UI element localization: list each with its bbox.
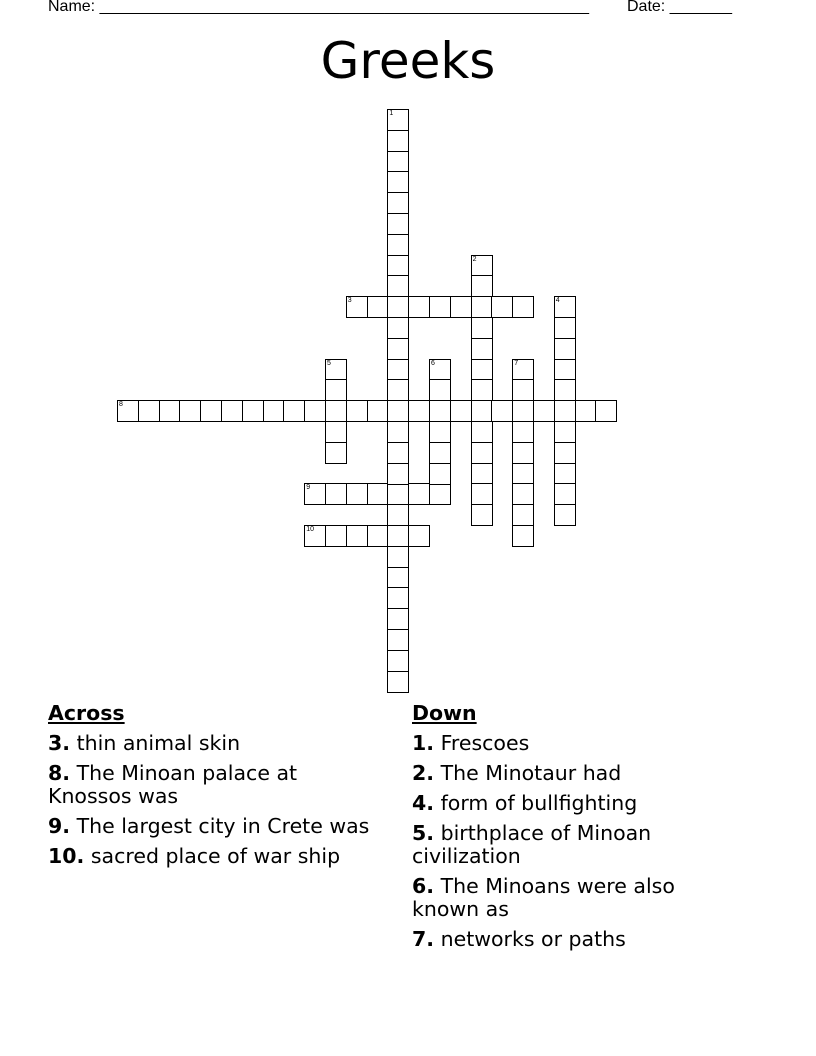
- crossword-cell[interactable]: [387, 463, 409, 485]
- crossword-cell[interactable]: [512, 442, 534, 464]
- clue-number: 1.: [412, 731, 435, 755]
- across-clue: [48, 845, 378, 868]
- crossword-cell[interactable]: [471, 296, 493, 318]
- crossword-cell[interactable]: [159, 400, 181, 422]
- crossword-cell[interactable]: [471, 400, 493, 422]
- crossword-cell[interactable]: [471, 275, 493, 297]
- crossword-cell[interactable]: [491, 296, 513, 318]
- crossword-cell[interactable]: [387, 171, 409, 193]
- clue-number: 5.: [412, 821, 435, 845]
- clue-number: 4.: [412, 791, 435, 815]
- crossword-cell[interactable]: [117, 400, 139, 422]
- clue-text: sacred place of war ship: [90, 844, 341, 868]
- crossword-cell[interactable]: [554, 463, 576, 485]
- crossword-cell[interactable]: [387, 629, 409, 651]
- clue-number: 7.: [412, 927, 435, 951]
- crossword-cell[interactable]: [554, 504, 576, 526]
- cell-number: 3: [347, 297, 352, 305]
- down-clue: [412, 822, 742, 868]
- crossword-cell[interactable]: [554, 379, 576, 401]
- crossword-cell[interactable]: [304, 525, 326, 547]
- crossword-cell[interactable]: [512, 504, 534, 526]
- crossword-cell[interactable]: [304, 483, 326, 505]
- crossword-cell[interactable]: [325, 359, 347, 381]
- clue-number: 8.: [48, 761, 71, 785]
- cell-number: 1: [389, 110, 394, 117]
- crossword-cell[interactable]: [387, 567, 409, 589]
- crossword-cell[interactable]: [429, 379, 451, 401]
- across-clue: [48, 815, 378, 838]
- clue-text: Frescoes: [440, 731, 530, 755]
- crossword-cell[interactable]: [138, 400, 160, 422]
- crossword-cell[interactable]: [179, 400, 201, 422]
- crossword-cell[interactable]: [367, 483, 389, 505]
- crossword-cell[interactable]: [429, 296, 451, 318]
- crossword-cell[interactable]: [575, 400, 597, 422]
- page-title: Greeks: [320, 32, 496, 90]
- crossword-cell[interactable]: [387, 234, 409, 256]
- crossword-cell[interactable]: [221, 400, 243, 422]
- crossword-cell[interactable]: [367, 400, 389, 422]
- crossword-cell[interactable]: [595, 400, 617, 422]
- crossword-cell[interactable]: [512, 400, 534, 422]
- cell-number: 9: [306, 484, 311, 492]
- crossword-cell[interactable]: [554, 359, 576, 381]
- crossword-cell[interactable]: [471, 421, 493, 443]
- crossword-cell[interactable]: [450, 400, 472, 422]
- crossword-cell[interactable]: [429, 400, 451, 422]
- clue-text: The Minoan palace at Knossos was: [48, 761, 298, 808]
- crossword-cell[interactable]: [429, 463, 451, 485]
- cell-number: 6: [431, 359, 435, 367]
- crossword-cell[interactable]: [554, 338, 576, 360]
- crossword-cell[interactable]: [263, 400, 285, 422]
- crossword-cell[interactable]: [450, 296, 472, 318]
- crossword-cell[interactable]: [554, 442, 576, 464]
- crossword-cell[interactable]: [554, 483, 576, 505]
- down-heading: Down: [412, 701, 477, 725]
- crossword-cell[interactable]: [387, 546, 409, 568]
- crossword-cell[interactable]: [346, 525, 368, 547]
- down-clue: [412, 875, 742, 921]
- crossword-cell[interactable]: [387, 379, 409, 401]
- crossword-cell[interactable]: [387, 483, 409, 505]
- crossword-cell[interactable]: [387, 421, 409, 443]
- crossword-cell[interactable]: [367, 296, 389, 318]
- crossword-cell[interactable]: [387, 338, 409, 360]
- crossword-cell[interactable]: [491, 400, 513, 422]
- clue-text: The largest city in Crete was: [76, 814, 370, 838]
- crossword-cell[interactable]: [471, 255, 493, 277]
- crossword-cell[interactable]: [408, 400, 430, 422]
- down-clues: [412, 702, 742, 958]
- crossword-cell[interactable]: [471, 317, 493, 339]
- cell-number: 7: [514, 359, 519, 367]
- crossword-cell[interactable]: [554, 421, 576, 443]
- crossword-cell[interactable]: [325, 379, 347, 401]
- cell-number: 4: [555, 297, 560, 305]
- clue-number: 9.: [48, 814, 71, 838]
- crossword-cell[interactable]: [387, 650, 409, 672]
- cell-number: 2: [472, 255, 477, 263]
- down-clue: [412, 928, 742, 951]
- crossword-cell[interactable]: [325, 442, 347, 464]
- clue-text: networks or paths: [440, 927, 626, 951]
- clue-number: 6.: [412, 874, 435, 898]
- crossword-cell[interactable]: [554, 317, 576, 339]
- crossword-cell[interactable]: [387, 317, 409, 339]
- cell-number: 10: [306, 526, 314, 533]
- across-heading: Across: [48, 701, 125, 725]
- crossword-cell[interactable]: [533, 400, 555, 422]
- crossword-cell[interactable]: [387, 151, 409, 173]
- crossword-cell[interactable]: [387, 296, 409, 318]
- crossword-cell[interactable]: [512, 359, 534, 381]
- crossword-cell[interactable]: [408, 525, 430, 547]
- crossword-cell[interactable]: [387, 359, 409, 381]
- across-clue: [48, 732, 378, 755]
- crossword-cell[interactable]: [512, 525, 534, 547]
- crossword-cell[interactable]: [283, 400, 305, 422]
- crossword-cell[interactable]: [387, 213, 409, 235]
- crossword-cell[interactable]: [325, 421, 347, 443]
- crossword-cell[interactable]: [387, 192, 409, 214]
- across-clue: [48, 762, 378, 808]
- crossword-cell[interactable]: [554, 400, 576, 422]
- across-clues: [48, 702, 378, 875]
- crossword-cell[interactable]: [408, 296, 430, 318]
- crossword-cell[interactable]: [346, 296, 368, 318]
- crossword-cell[interactable]: [512, 379, 534, 401]
- crossword-cell[interactable]: [367, 525, 389, 547]
- clue-text: form of bullfighting: [440, 791, 638, 815]
- crossword-cell[interactable]: [304, 400, 326, 422]
- crossword-cell[interactable]: [471, 442, 493, 464]
- crossword-cell[interactable]: [242, 400, 264, 422]
- crossword-cell[interactable]: [471, 463, 493, 485]
- clue-number: 2.: [412, 761, 435, 785]
- clue-number: 3.: [48, 731, 71, 755]
- crossword-cell[interactable]: [387, 442, 409, 464]
- crossword-cell[interactable]: [200, 400, 222, 422]
- crossword-cell[interactable]: [512, 463, 534, 485]
- clue-text: The Minotaur had: [440, 761, 622, 785]
- crossword-cell[interactable]: [387, 525, 409, 547]
- down-clue: [412, 732, 742, 755]
- crossword-cell[interactable]: [408, 483, 430, 505]
- crossword-cell[interactable]: [471, 338, 493, 360]
- crossword-cell[interactable]: [471, 483, 493, 505]
- crossword-cell[interactable]: [387, 504, 409, 526]
- name-field-label: Name: _______________________________________________________: [48, 0, 589, 15]
- crossword-cell[interactable]: [429, 421, 451, 443]
- crossword-cell[interactable]: [471, 504, 493, 526]
- crossword-cell[interactable]: [429, 483, 451, 505]
- clue-text: The Minoans were also known as: [412, 874, 675, 921]
- clue-text: birthplace of Minoan civilization: [412, 821, 652, 868]
- crossword-cell[interactable]: [471, 379, 493, 401]
- crossword-cell[interactable]: [346, 483, 368, 505]
- crossword-cell[interactable]: [325, 400, 347, 422]
- crossword-cell[interactable]: [325, 525, 347, 547]
- crossword-cell[interactable]: [429, 442, 451, 464]
- crossword-cell[interactable]: [387, 275, 409, 297]
- crossword-cell[interactable]: [387, 587, 409, 609]
- clue-number: 10.: [48, 844, 85, 868]
- down-clue: [412, 762, 742, 785]
- crossword-cell[interactable]: [512, 421, 534, 443]
- crossword-cell[interactable]: [325, 483, 347, 505]
- crossword-cell[interactable]: [554, 296, 576, 318]
- crossword-cell[interactable]: [346, 400, 368, 422]
- crossword-cell[interactable]: [387, 671, 409, 693]
- crossword-cell[interactable]: [387, 608, 409, 630]
- crossword-cell[interactable]: [512, 483, 534, 505]
- crossword-cell[interactable]: [512, 296, 534, 318]
- clue-text: thin animal skin: [76, 731, 241, 755]
- crossword-cell[interactable]: [429, 359, 451, 381]
- date-field-label: Date: _______: [627, 0, 732, 15]
- crossword-cell[interactable]: [387, 109, 409, 131]
- cell-number: 8: [119, 401, 123, 409]
- down-clue: [412, 792, 742, 815]
- crossword-cell[interactable]: [387, 400, 409, 422]
- crossword-cell[interactable]: [387, 255, 409, 277]
- crossword-cell[interactable]: [471, 359, 493, 381]
- cell-number: 5: [327, 359, 331, 367]
- crossword-cell[interactable]: [387, 130, 409, 152]
